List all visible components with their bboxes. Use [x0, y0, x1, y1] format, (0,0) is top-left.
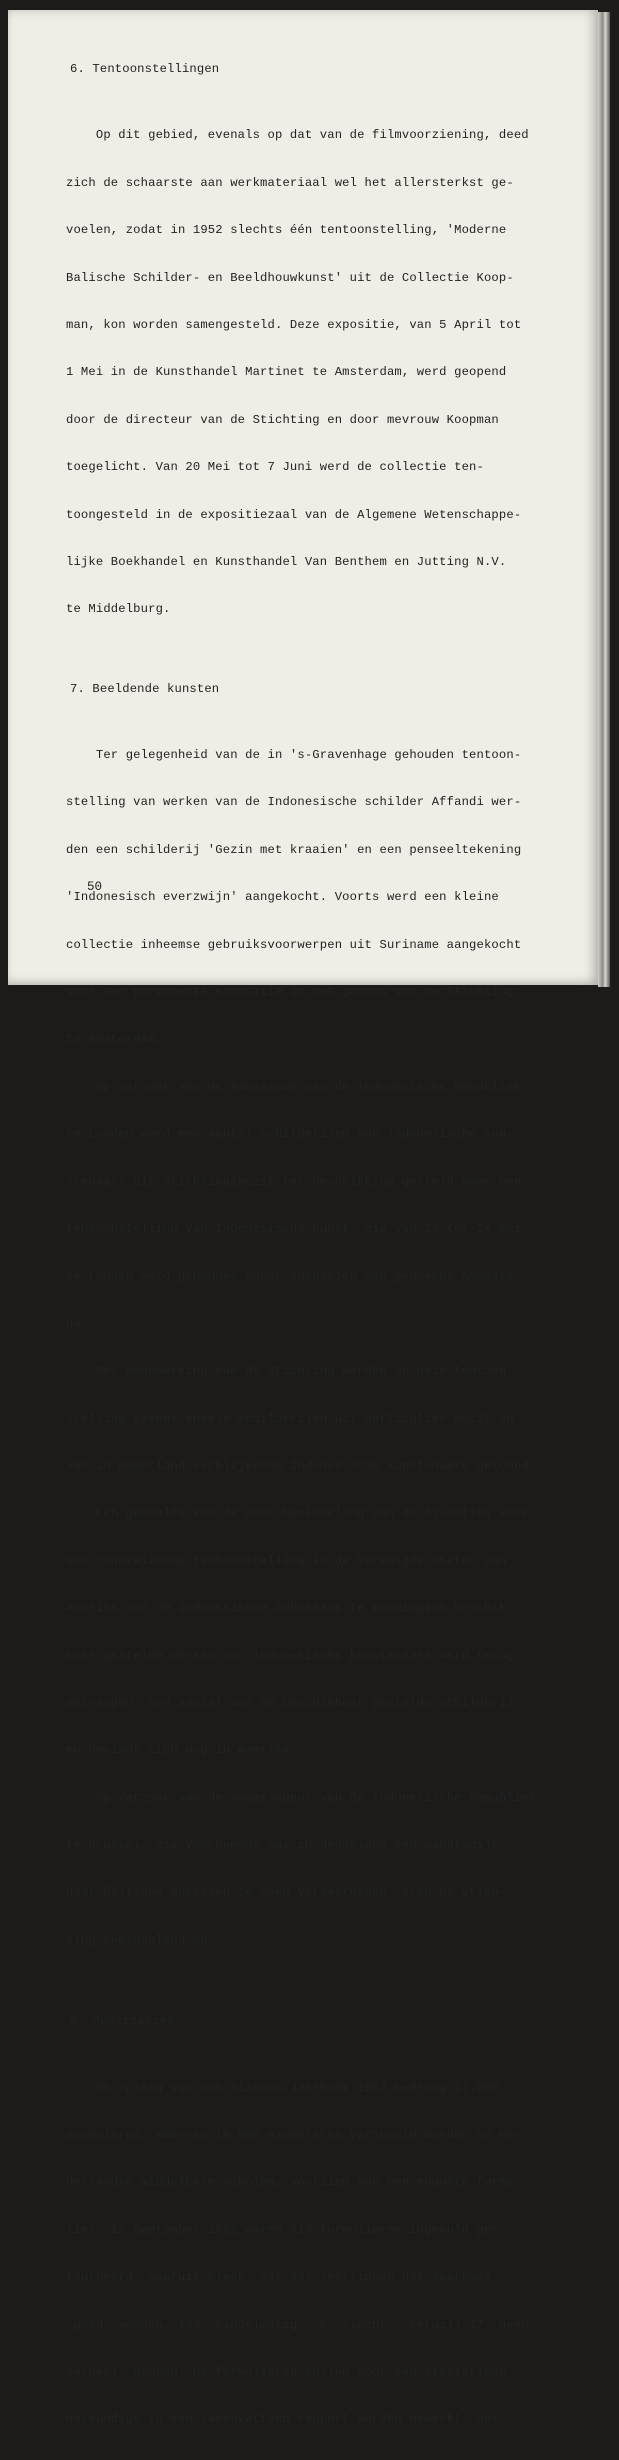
text-line: tourneerd, waaruit bleek, dat 447 leerlingen het Jaarboek [66, 2270, 492, 2285]
text-line: derlandse middelbare scholen, voorzien van een enquête-formu- [66, 2175, 522, 2190]
text-line: tentoonstelling van Indonesische Kunst, die van 13 tot 24 Mei [66, 1221, 522, 1236]
section-8-body [66, 2049, 571, 2460]
text-line: 1 Mei in de Kunsthandel Martinet te Amsterdam, werd geopend [66, 365, 507, 380]
text-line: baar gestelde werken van Indonesische kunstenaars werd terug- [66, 1648, 522, 1663]
text-line: Amerika aan de Indonesische Ambassade te Washington beschik- [66, 1601, 514, 1616]
text-line: stenaars uit Stichtingsbezit ter beschikking gesteld voor een [66, 1174, 522, 1189]
text-line: 'Indonesisch everzwijn' aangekocht. Voorts werd een kleine [66, 890, 499, 905]
text-line: exemplaren, waarvan 10.000 exemplaren verspreid werden op Ne- [66, 2128, 522, 2143]
text-line: te Middelburg. [66, 602, 171, 617]
text-line: Een gedeelte van de door bemiddeling van de Stichting voor [66, 1506, 529, 1521]
text-line: collectie inheemse gebruiksvoorwerpen uit Suriname aangekocht [66, 937, 522, 952]
text-line: te Amsterdam. [66, 1032, 164, 1047]
text-line: voelen, zodat in 1952 slechts één tentoonstelling, 'Moderne [66, 223, 507, 238]
text-line: van in Nederland verblijvende Indonesische kunstenaars getoond. [66, 1458, 537, 1473]
text-line: deskundige in een samenvattend rapport worden bewerkt. Het [66, 2412, 499, 2427]
section-6-body [66, 97, 571, 650]
text-line: naar Balische motieven te doen vervaardigen, trad de Stich- [66, 1885, 507, 1900]
text-line: een rondreizende tentoonstelling in de Verenigde Staten van [66, 1553, 507, 1568]
text-line: en bevindt zich nog in Amerika. [66, 1743, 298, 1758]
text-line: Balische Schilder- en Beeldhouwkunst' uit de Collectie Koop- [66, 270, 514, 285]
page-edge [598, 12, 610, 987]
text-line: den een schilderij 'Gezin met kraaien' en een penseeltekening [66, 842, 522, 857]
text-line: oordeel' hadden. De formulieren zullen door een statistisch [66, 2364, 507, 2379]
text-line: zich de schaarste aan werkmateriaal wel het allersterkst ge- [66, 175, 514, 190]
text-line: toegelicht. Van 20 Mei tot 7 Juni werd de collectie ten- [66, 460, 484, 475]
text-line: stelling van werken van de Indonesische schilder Affandi wer- [66, 795, 522, 810]
text-line: Met medewerking van de Stichting werden op deze tentoon- [66, 1364, 514, 1379]
section-heading-6: 6. Tentoonstellingen [70, 62, 220, 76]
text-line: voor een permanente expositie in het gebouw van de Stichting [66, 985, 514, 1000]
text-line: Op verzoek van de Ambassadeur van de Indonesische Republiek [66, 1790, 537, 1805]
text-line: toongesteld in de expositiezaal van de Algemene Wetenschappe- [66, 507, 522, 522]
text-line: de. [66, 1316, 89, 1331]
text-line: ontvangen. Een aantal van de beschikbaar gestelde schilderij- [66, 1695, 522, 1710]
page-number: 50 [87, 880, 103, 894]
text-line: De oplaag van het Sticusa-Jaarboek 1952 bedroeg 17.000 [66, 2080, 499, 2095]
text-line: lijke Boekhandel en Kunsthandel Van Benthem en Jutting N.V. [66, 554, 507, 569]
text-line: man, kon worden samengesteld. Deze expositie, van 5 April tot [66, 317, 522, 332]
text-line: te Brussel, die voornemens was in Nederland een wandtapijt [66, 1838, 499, 1853]
text-line: ting bemiddelend op. [66, 1932, 216, 1947]
text-line: Op dit gebied, evenals op dat van de filmvoorziening, deed [66, 128, 529, 143]
text-line: Ter gelegenheid van de in 's-Gravenhage gehouden tentoon- [66, 748, 522, 763]
text-line: 'goed' vonden, 149 'middelmatig', 6 'slecht', terwijl 17 'geen [66, 2317, 529, 2332]
text-line: te Londen werd gehouden onder auspiciën van genoemde Ambassa- [66, 1269, 522, 1284]
section-7-body [66, 716, 571, 1980]
page-text [66, 62, 571, 2460]
text-line: lier. In September 1952 waren 619 formulieren ingevuld gere- [66, 2222, 514, 2237]
text-line: stelling tevens enkele schilderijen uit particulier bezit en [66, 1411, 514, 1426]
section-heading-8: 8. Publicaties [70, 2014, 175, 2029]
text-line: door de directeur van de Stichting en door mevrouw Koopman [66, 412, 499, 427]
text-line: Op verzoek van de Ambassade van de Indonesische Republiek [66, 1079, 522, 1094]
section-heading-7: 7. Beeldende kunsten [70, 681, 220, 696]
text-line: te Londen werd een aantal schilderijen van Indonesische kun- [66, 1127, 514, 1142]
